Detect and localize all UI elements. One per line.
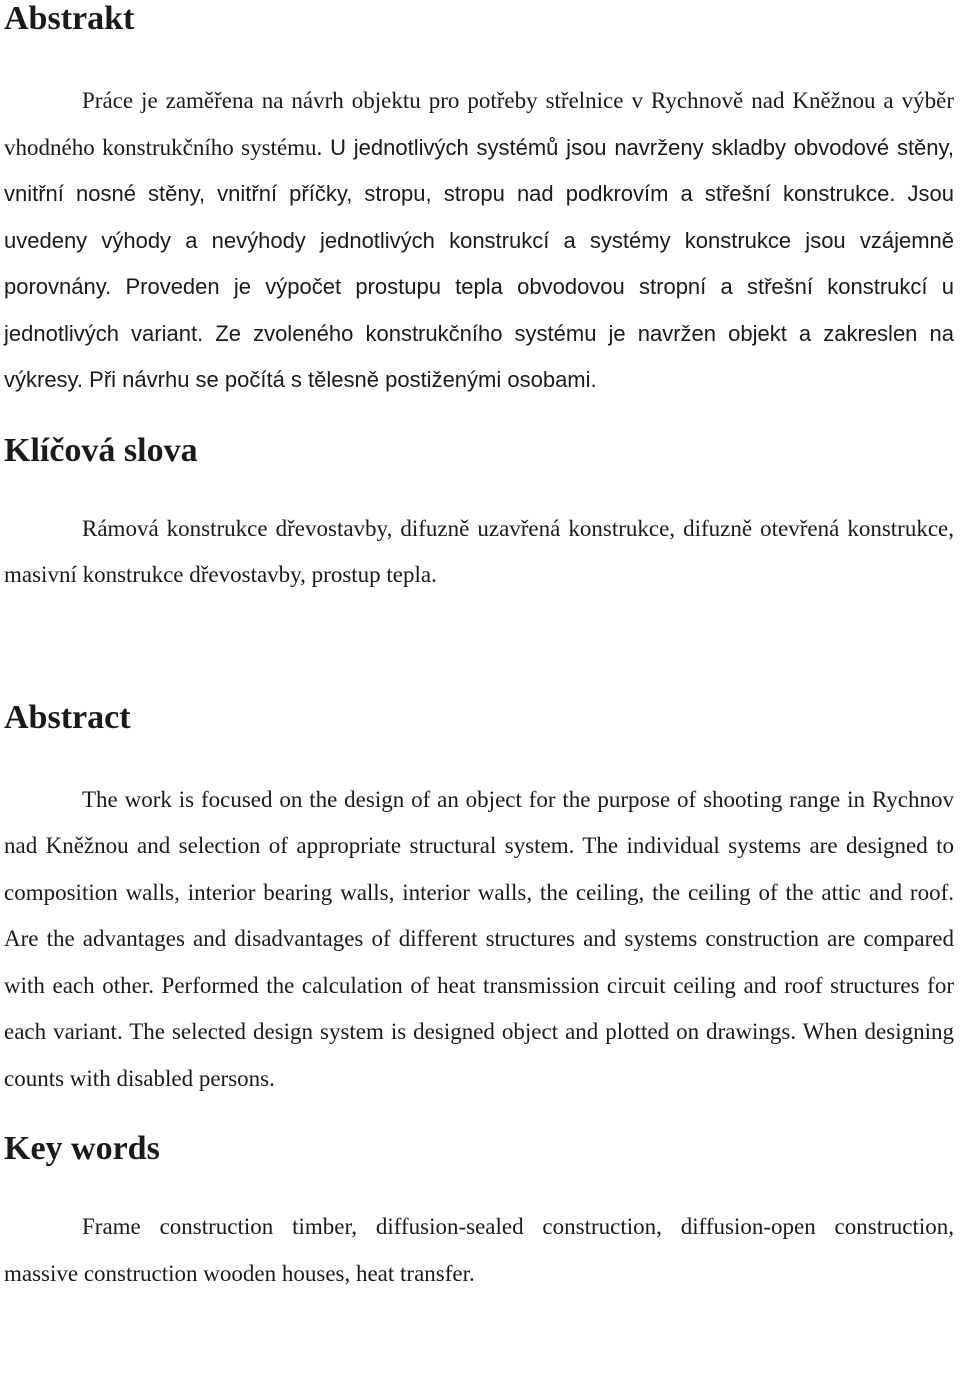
abstrakt-sentence-4: Proveden je výpočet prostupu tepla obvodovou stropní a střešní konstrukcí u jednotlivých variant. [4,274,954,346]
heading-key-words: Key words [4,1130,160,1167]
paragraph-abstrakt [4,78,954,404]
paragraph-klicova-slova: Rámová konstrukce dřevostavby, difuzně uzavřená konstrukce, difuzně otevřená konstrukce, masivní konstrukce dřevostavby, prostup tepla. [4,515,954,587]
abstrakt-sentence-5: Ze zvoleného konstrukčního systému je navržen objekt a zakreslen na výkresy. [4,320,954,392]
heading-klicova-slova: Klíčová slova [4,431,198,469]
abstrakt-sentence-6: Při návrhu se počítá s tělesně postiženými osobami. [83,367,597,392]
heading-abstrakt: Abstrakt [4,0,135,37]
abstrakt-sentence-3: Jsou uvedeny výhody a nevýhody jednotlivých konstrukcí a systémy konstrukce jsou vzájemně porovnány. [4,181,954,299]
abstrakt-sentence-2: U jednotlivých systémů jsou navrženy skladby obvodové stěny, vnitřní nosné stěny, vnitřní příčky, stropu, stropu nad podkrovím a střešní konstrukce. [4,134,955,206]
paragraph-abstract: The work is focused on the design of an object for the purpose of shooting range in Rychnov nad Kněžnou and selection of appropriate structural system. The individual systems are designed to composition walls, interior bearing walls, interior walls, the ceiling, the ceiling of the attic and roof. Are the advantages and disadvantages of different structures and systems construction are compared with each other. Performed the calculation of heat transmission circuit ceiling and roof structures for each variant. The selected design system is designed object and plotted on drawings. When designing counts with disabled persons. [4,786,954,1091]
paragraph-key-words: Frame construction timber, diffusion-sealed construction, diffusion-open construction, massive construction wooden houses, heat transfer. [4,1214,954,1286]
heading-abstract: Abstract [4,698,131,736]
abstrakt-sentence-1: Práce je zaměřena na návrh objektu pro potřeby střelnice v Rychnově nad Kněžnou a výběr vhodného konstrukčního systému. [4,88,954,160]
